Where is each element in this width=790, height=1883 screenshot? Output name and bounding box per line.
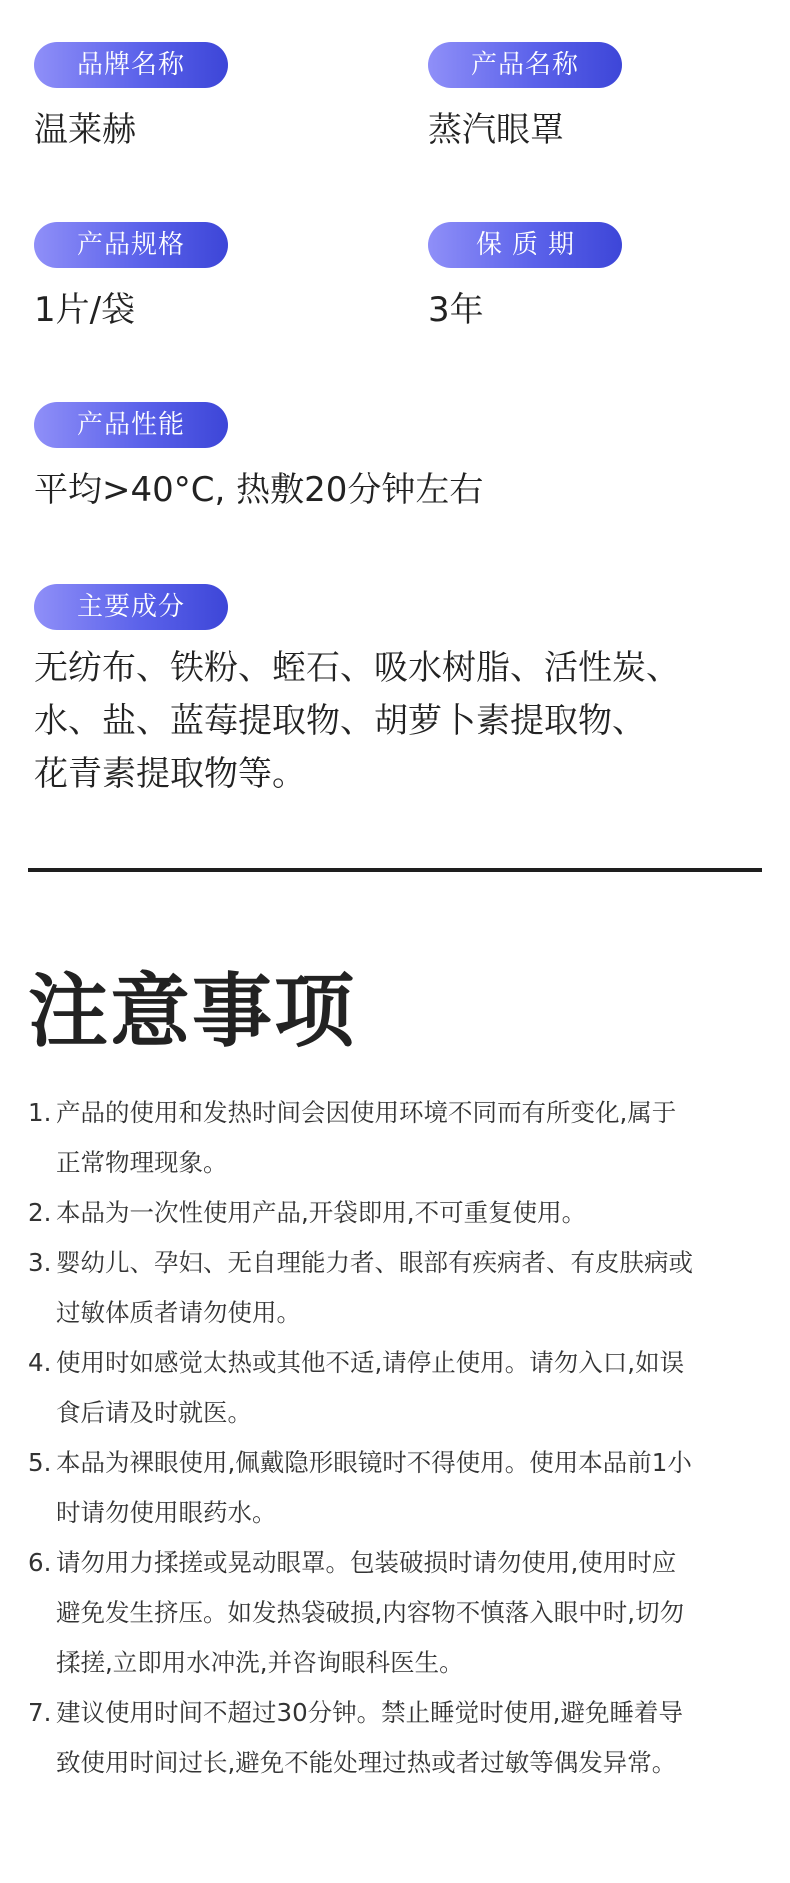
notice-item-text	[56, 1538, 758, 1688]
notice-line: 产品的使用和发热时间会因使用环境不同而有所变化,属于	[56, 1098, 677, 1127]
notice-item-text	[56, 1088, 758, 1188]
notice-line: 本品为裸眼使用,佩戴隐形眼镜时不得使用。使用本品前1小	[56, 1448, 692, 1477]
spec-specification	[34, 222, 228, 334]
notice-line: 揉搓,立即用水冲洗,并咨询眼科医生。	[56, 1648, 464, 1677]
notice-line: 建议使用时间不超过30分钟。禁止睡觉时使用,避免睡着导	[56, 1698, 683, 1727]
notice-line: 使用时如感觉太热或其他不适,请停止使用。请勿入口,如误	[56, 1348, 685, 1377]
brand-value: 温莱赫	[34, 110, 136, 150]
ingredients-line: 花青素提取物等。	[34, 754, 306, 794]
ingredients-line: 无纺布、铁粉、蛭石、吸水树脂、活性炭、	[34, 648, 680, 688]
notice-line: 过敏体质者请勿使用。	[56, 1298, 301, 1327]
notice-item	[28, 1188, 758, 1238]
notice-line: 致使用时间过长,避免不能处理过热或者过敏等偶发异常。	[56, 1748, 677, 1777]
ingredients-value	[34, 642, 680, 801]
notice-item-number: 1.	[28, 1098, 52, 1127]
notice-list	[28, 1088, 758, 1788]
section-divider	[28, 868, 762, 872]
notice-item-text	[56, 1438, 758, 1538]
spec-performance	[34, 402, 483, 514]
specification-value: 1片/袋	[34, 290, 136, 330]
product-name-label-pill: 产品名称	[428, 42, 622, 88]
performance-value: 平均>40°C, 热敷20分钟左右	[34, 470, 484, 510]
notice-item-number: 2.	[28, 1198, 52, 1227]
spec-ingredients	[34, 584, 680, 801]
product-name-value: 蒸汽眼罩	[428, 110, 564, 150]
notice-line: 正常物理现象。	[56, 1148, 228, 1177]
notice-item-number: 7.	[28, 1698, 52, 1727]
notice-item	[28, 1238, 758, 1338]
performance-label-pill: 产品性能	[34, 402, 228, 448]
notice-item-number: 4.	[28, 1348, 52, 1377]
notice-item	[28, 1438, 758, 1538]
notice-item	[28, 1338, 758, 1438]
notice-item-text	[56, 1188, 758, 1238]
shelf-life-value: 3年	[428, 290, 484, 330]
notice-line: 请勿用力揉搓或晃动眼罩。包装破损时请勿使用,使用时应	[56, 1548, 677, 1577]
notice-item-text	[56, 1338, 758, 1438]
spec-shelf-life	[428, 222, 622, 334]
notice-item-text	[56, 1688, 758, 1788]
spec-product-name	[428, 42, 622, 154]
notice-item-text	[56, 1238, 758, 1338]
notice-item-number: 6.	[28, 1548, 52, 1577]
notice-item	[28, 1088, 758, 1188]
specification-label-pill: 产品规格	[34, 222, 228, 268]
notice-line: 婴幼儿、孕妇、无自理能力者、眼部有疾病者、有皮肤病或	[56, 1248, 693, 1277]
notice-item	[28, 1538, 758, 1688]
notice-line: 避免发生挤压。如发热袋破损,内容物不慎落入眼中时,切勿	[56, 1598, 685, 1627]
spec-brand	[34, 42, 228, 154]
notice-line: 本品为一次性使用产品,开袋即用,不可重复使用。	[56, 1198, 587, 1227]
ingredients-line: 水、盐、蓝莓提取物、胡萝卜素提取物、	[34, 701, 646, 741]
brand-label-pill: 品牌名称	[34, 42, 228, 88]
notice-item	[28, 1688, 758, 1788]
notice-item-number: 5.	[28, 1448, 52, 1477]
notice-title: 注意事项	[28, 965, 356, 1058]
notice-item-number: 3.	[28, 1248, 52, 1277]
shelf-life-label-pill: 保质期	[428, 222, 622, 268]
notice-line: 时请勿使用眼药水。	[56, 1498, 277, 1527]
ingredients-label-pill: 主要成分	[34, 584, 228, 630]
notice-line: 食后请及时就医。	[56, 1398, 252, 1427]
